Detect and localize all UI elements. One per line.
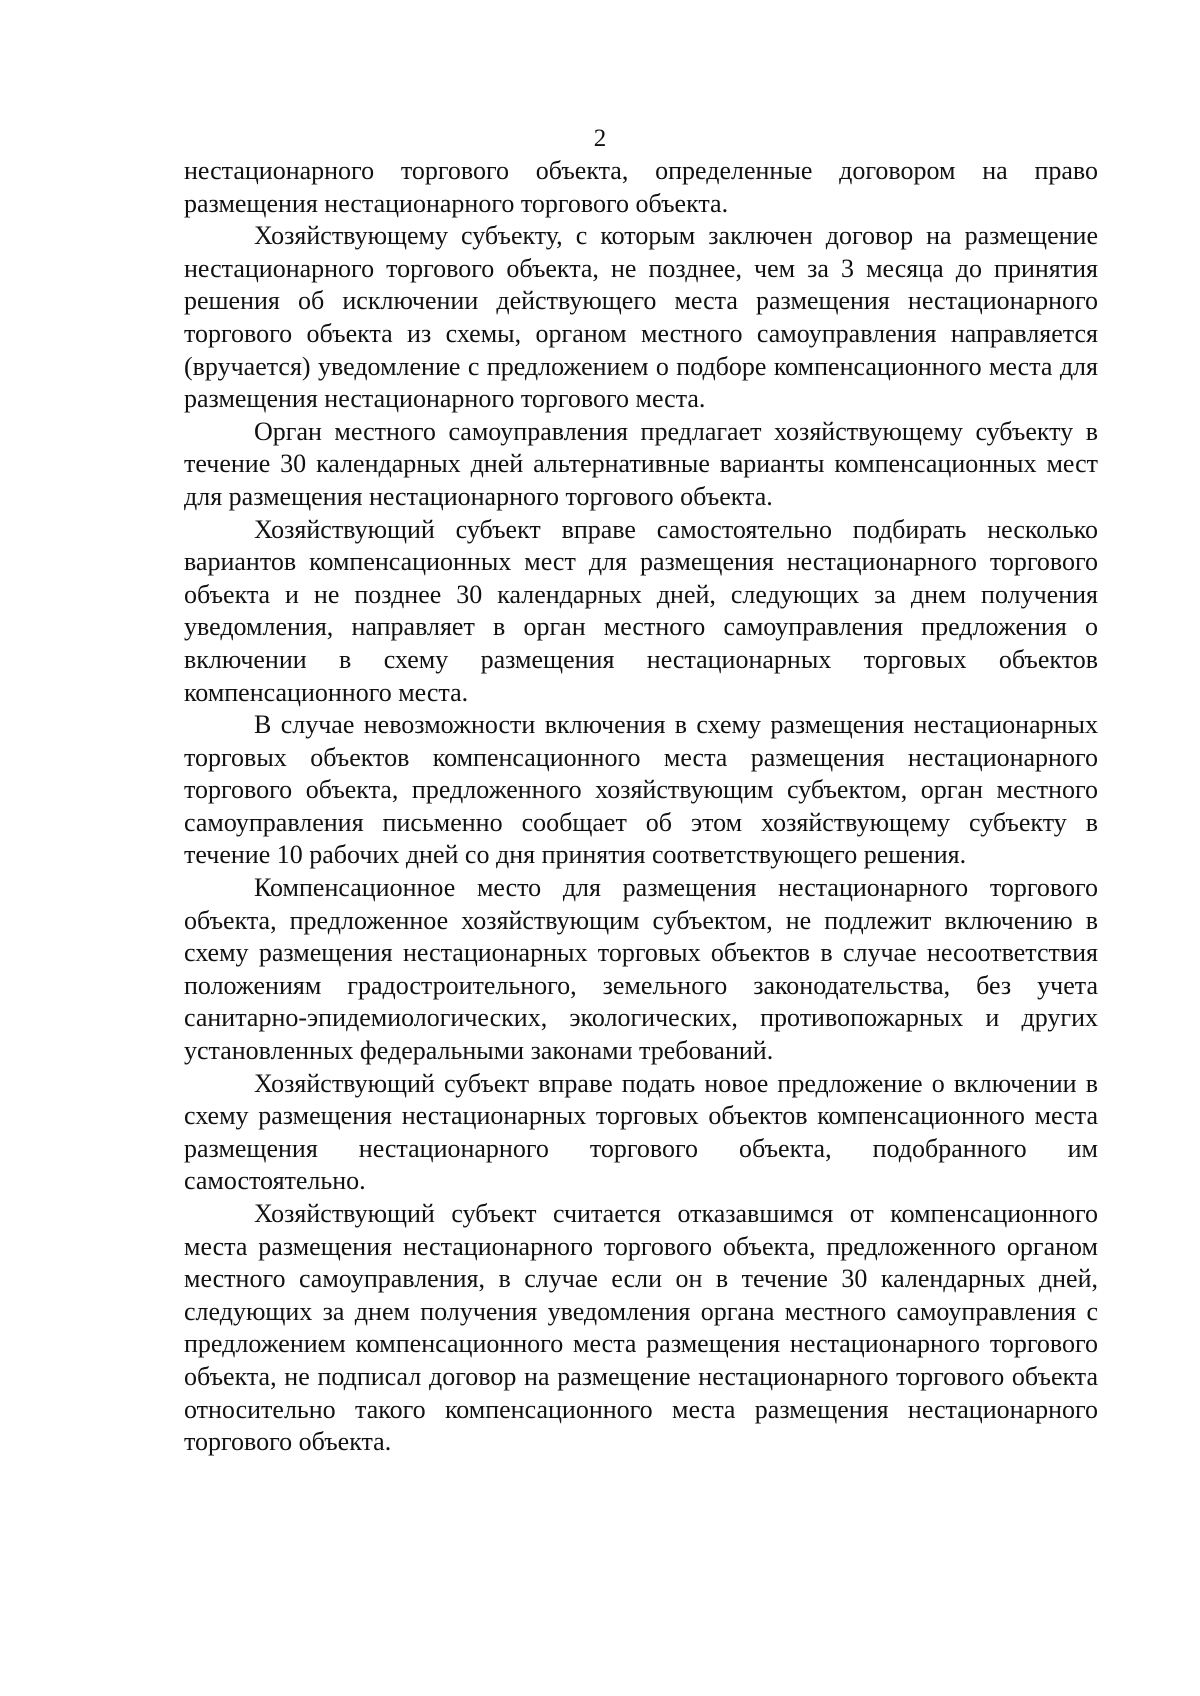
paragraph-1: нестационарного торгового объекта, определенные договором на право размещения нестационарного торгового объекта. <box>184 156 1098 218</box>
page-number: 2 <box>593 125 607 152</box>
paragraph-6: Компенсационное место для размещения нестационарного торгового объекта, предложенное хозяйствующим субъектом, не подлежит включению в схему размещения нестационарных торговых объектов в случае несоответствия положениям градостроительного, земельного законодательства, без учета санитарно-эпидемиологических, экологических, противопожарных и других установленных федеральными законами требований. <box>184 873 1098 1066</box>
paragraph-2: Хозяйствующему субъекту, с которым заключен договор на размещение нестационарного торгового объекта, не позднее, чем за 3 месяца до принятия решения об исключении действующего места размещения нестационарного торгового объекта из схемы, органом местного самоуправления направляется (вручается) уведомление с предложением о подборе компенсационного места для размещения нестационарного торгового места. <box>184 221 1098 414</box>
paragraph-7: Хозяйствующий субъект вправе подать новое предложение о включении в схему размещения нестационарных торговых объектов компенсационного места размещения нестационарного торгового объекта, подобранного им самостоятельно. <box>184 1068 1098 1196</box>
document-body <box>184 155 1098 1459</box>
paragraph-8: Хозяйствующий субъект считается отказавшимся от компенсационного места размещения нестационарного торгового объекта, предложенного органом местного самоуправления, в случае если он в течение 30 календарных дней, следующих за днем получения уведомления органа местного самоуправления с предложением компенсационного места размещения нестационарного торгового объекта, не подписал договор на размещение нестационарного торгового объекта относительно такого компенсационного места размещения нестационарного торгового объекта. <box>184 1199 1098 1457</box>
paragraph-3: Орган местного самоуправления предлагает хозяйствующему субъекту в течение 30 календарных дней альтернативные варианты компенсационных мест для размещения нестационарного торгового объекта. <box>184 416 1098 511</box>
paragraph-5: В случае невозможности включения в схему размещения нестационарных торговых объектов компенсационного места размещения нестационарного торгового объекта, предложенного хозяйствующим субъектом, орган местного самоуправления письменно сообщает об этом хозяйствующему субъекту в течение 10 рабочих дней со дня принятия соответствующего решения. <box>184 710 1098 870</box>
paragraph-4: Хозяйствующий субъект вправе самостоятельно подбирать несколько вариантов компенсационных мест для размещения нестационарного торгового объекта и не позднее 30 календарных дней, следующих за днем получения уведомления, направляет в орган местного самоуправления предложения о включении в схему размещения нестационарных торговых объектов компенсационного места. <box>184 514 1098 707</box>
